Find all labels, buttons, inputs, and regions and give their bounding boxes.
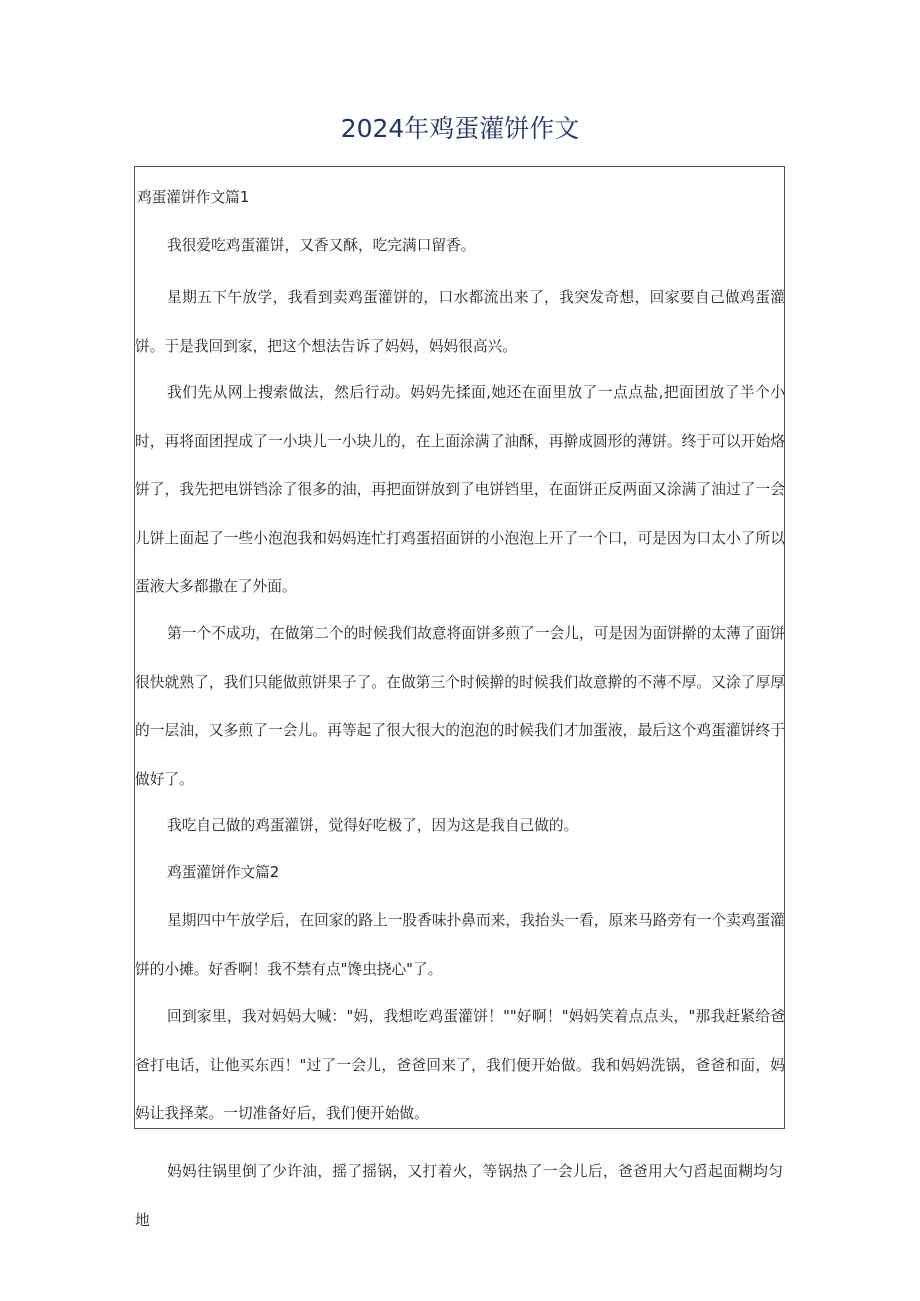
paragraph-8: 妈妈往锅里倒了少许油，摇了摇锅，又打着火，等锅热了一会儿后，爸爸用大勺舀起面糊均匀地 [135, 1163, 783, 1229]
paragraph-6: 星期四中午放学后，在回家的路上一股香味扑鼻而来，我抬头一看，原来马路旁有一个卖鸡蛋灌饼的小摊。好香啊！我不禁有点"馋虫挠心"了。 [135, 912, 785, 978]
paragraph-1: 我很爱吃鸡蛋灌饼，又香又酥，吃完满口留香。 [167, 237, 476, 254]
paragraph-4: 第一个不成功，在做第二个的时候我们故意将面饼多煎了一会儿，可是因为面饼擀的太薄了面饼很快就熟了，我们只能做煎饼果子了。在做第三个时候擀的时候我们故意擀的不薄不厚。又涂了厚厚的一层油，又多煎了一会儿。再等起了很大很大的泡泡的时候我们才加蛋液，最后这个鸡蛋灌饼终于做好了。 [135, 625, 785, 788]
paragraph-3: 我们先从网上搜索做法，然后行动。妈妈先揉面,她还在面里放了一点点盐,把面团放了半个小时，再将面团捏成了一小块儿一小块儿的，在上面涂满了油酥，再擀成圆形的薄饼。终于可以开始烙饼了，我先把电饼铛涂了很多的油，再把面饼放到了电饼铛里，在面饼正反两面又涂满了油过了一会儿饼上面起了一些小泡泡我和妈妈连忙打鸡蛋招面饼的小泡泡上开了一个口，可是因为口太小了所以蛋液大多都撒在了外面。 [135, 384, 785, 595]
paragraph-5: 我吃自己做的鸡蛋灌饼，觉得好吃极了，因为这是我自己做的。 [167, 817, 579, 834]
section-heading-1: 鸡蛋灌饼作文篇1 [137, 189, 250, 206]
section-heading-2: 鸡蛋灌饼作文篇2 [167, 864, 280, 881]
paragraph-2: 星期五下午放学，我看到卖鸡蛋灌饼的，口水都流出来了，我突发奇想，回家要自己做鸡蛋灌饼。于是我回到家，把这个想法告诉了妈妈，妈妈很高兴。 [135, 289, 785, 355]
document-title: 2024年鸡蛋灌饼作文 [340, 114, 580, 143]
paragraph-7: 回到家里，我对妈妈大喊："妈，我想吃鸡蛋灌饼！""好啊！"妈妈笑着点点头，"那我赶紧给爸爸打电话，让他买东西！"过了一会儿，爸爸回来了，我们便开始做。我和妈妈洗锅，爸爸和面，妈妈让我择菜。一切准备好后，我们便开始做。 [135, 1008, 785, 1122]
